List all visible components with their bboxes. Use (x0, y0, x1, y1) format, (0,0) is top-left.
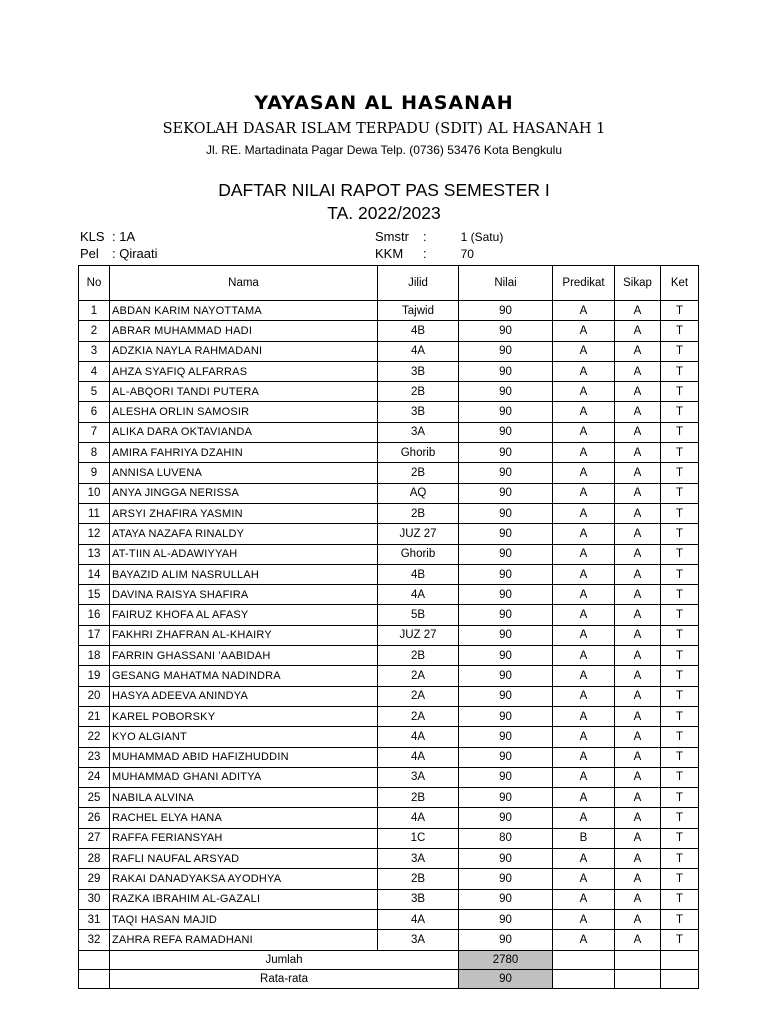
cell-no: 25 (79, 788, 110, 808)
cell-predikat: A (553, 909, 615, 929)
cell-predikat: A (553, 605, 615, 625)
cell-jilid: 2A (378, 686, 459, 706)
cell-jilid: 3A (378, 767, 459, 787)
cell-nama: RAKAI DANADYAKSA AYODHYA (110, 869, 378, 889)
cell-nilai: 90 (459, 503, 553, 523)
cell-nama: NABILA ALVINA (110, 788, 378, 808)
cell-predikat: A (553, 869, 615, 889)
table-row (79, 585, 699, 605)
cell-no: 9 (79, 463, 110, 483)
cell-predikat: A (553, 382, 615, 402)
kkm-colon: : (423, 246, 427, 261)
cell-jilid: 2A (378, 666, 459, 686)
cell-no: 10 (79, 483, 110, 503)
cell-predikat: A (553, 503, 615, 523)
average-blank-sikap (615, 969, 661, 988)
cell-nilai: 90 (459, 646, 553, 666)
cell-predikat: A (553, 706, 615, 726)
average-blank-ket (661, 969, 699, 988)
cell-nilai: 90 (459, 443, 553, 463)
table-row (79, 788, 699, 808)
cell-jilid: 2B (378, 869, 459, 889)
cell-no: 15 (79, 585, 110, 605)
cell-sikap: A (615, 341, 661, 361)
cell-ket: T (661, 301, 699, 321)
cell-jilid: 1C (378, 828, 459, 848)
cell-no: 4 (79, 361, 110, 381)
cell-nama: ANNISA LUVENA (110, 463, 378, 483)
cell-nilai: 90 (459, 382, 553, 402)
table-row (79, 889, 699, 909)
table-row (79, 808, 699, 828)
cell-nilai: 90 (459, 849, 553, 869)
cell-nama: KAREL POBORSKY (110, 706, 378, 726)
cell-predikat: A (553, 666, 615, 686)
cell-nilai: 90 (459, 706, 553, 726)
cell-jilid: 2B (378, 788, 459, 808)
cell-predikat: A (553, 321, 615, 341)
cell-no: 17 (79, 625, 110, 645)
table-row (79, 849, 699, 869)
cell-no: 6 (79, 402, 110, 422)
cell-predikat: A (553, 727, 615, 747)
cell-nama: RACHEL ELYA HANA (110, 808, 378, 828)
grade-rows (79, 301, 699, 951)
cell-predikat: A (553, 463, 615, 483)
cell-nama: ZAHRA REFA RAMADHANI (110, 930, 378, 950)
cell-nilai: 90 (459, 686, 553, 706)
table-row (79, 646, 699, 666)
cell-no: 22 (79, 727, 110, 747)
table-row (79, 301, 699, 321)
cell-jilid: Ghorib (378, 443, 459, 463)
table-row (79, 361, 699, 381)
cell-predikat: A (553, 788, 615, 808)
cell-ket: T (661, 788, 699, 808)
grades-table (78, 265, 699, 989)
cell-sikap: A (615, 463, 661, 483)
header-nilai: Nilai (459, 266, 553, 301)
table-row (79, 544, 699, 564)
cell-jilid: 4A (378, 808, 459, 828)
cell-jilid: 3B (378, 361, 459, 381)
cell-sikap: A (615, 646, 661, 666)
kkm-label: KKM (375, 246, 404, 261)
cell-no: 13 (79, 544, 110, 564)
cell-nilai: 90 (459, 301, 553, 321)
table-row (79, 930, 699, 950)
cell-sikap: A (615, 706, 661, 726)
cell-nama: FARRIN GHASSANI 'AABIDAH (110, 646, 378, 666)
school-address: Jl. RE. Martadinata Pagar Dewa Telp. (0736) 53476 Kota Bengkulu (206, 143, 562, 157)
header-sikap: Sikap (615, 266, 661, 301)
cell-ket: T (661, 706, 699, 726)
cell-sikap: A (615, 605, 661, 625)
cell-no: 32 (79, 930, 110, 950)
cell-sikap: A (615, 828, 661, 848)
cell-predikat: A (553, 422, 615, 442)
cell-jilid: 3A (378, 930, 459, 950)
cell-predikat: A (553, 849, 615, 869)
cell-nilai: 90 (459, 666, 553, 686)
cell-nama: ADZKIA NAYLA RAHMADANI (110, 341, 378, 361)
cell-nama: ATAYA NAZAFA RINALDY (110, 524, 378, 544)
cell-nilai: 90 (459, 341, 553, 361)
cell-no: 5 (79, 382, 110, 402)
table-row (79, 564, 699, 584)
cell-nilai: 80 (459, 828, 553, 848)
cell-no: 16 (79, 605, 110, 625)
academic-year: TA. 2022/2023 (327, 203, 441, 223)
cell-jilid: 2B (378, 382, 459, 402)
cell-sikap: A (615, 747, 661, 767)
table-header-row (79, 266, 699, 301)
cell-nama: TAQI HASAN MAJID (110, 909, 378, 929)
document-title: DAFTAR NILAI RAPOT PAS SEMESTER I (218, 180, 550, 200)
table-row (79, 402, 699, 422)
cell-ket: T (661, 402, 699, 422)
average-blank-predikat (553, 969, 615, 988)
cell-nilai: 90 (459, 727, 553, 747)
table-row (79, 747, 699, 767)
cell-predikat: A (553, 767, 615, 787)
cell-sikap: A (615, 382, 661, 402)
cell-sikap: A (615, 808, 661, 828)
cell-no: 18 (79, 646, 110, 666)
cell-predikat: A (553, 625, 615, 645)
cell-ket: T (661, 382, 699, 402)
cell-no: 2 (79, 321, 110, 341)
cell-jilid: 4A (378, 727, 459, 747)
cell-sikap: A (615, 727, 661, 747)
cell-no: 27 (79, 828, 110, 848)
cell-nilai: 90 (459, 585, 553, 605)
cell-nama: KYO ALGIANT (110, 727, 378, 747)
cell-ket: T (661, 828, 699, 848)
cell-predikat: B (553, 828, 615, 848)
cell-no: 24 (79, 767, 110, 787)
cell-nama: ABDAN KARIM NAYOTTAMA (110, 301, 378, 321)
semester-info (375, 229, 503, 244)
cell-jilid: 3A (378, 422, 459, 442)
kkm-info (375, 246, 474, 261)
cell-nilai: 90 (459, 625, 553, 645)
cell-ket: T (661, 808, 699, 828)
cell-nama: ALIKA DARA OKTAVIANDA (110, 422, 378, 442)
cell-no: 14 (79, 564, 110, 584)
table-row (79, 321, 699, 341)
cell-nilai: 90 (459, 808, 553, 828)
cell-ket: T (661, 463, 699, 483)
cell-nama: AHZA SYAFIQ ALFARRAS (110, 361, 378, 381)
cell-ket: T (661, 727, 699, 747)
cell-ket: T (661, 849, 699, 869)
cell-no: 30 (79, 889, 110, 909)
cell-sikap: A (615, 361, 661, 381)
cell-nilai: 90 (459, 564, 553, 584)
cell-jilid: 4A (378, 341, 459, 361)
cell-no: 19 (79, 666, 110, 686)
cell-ket: T (661, 625, 699, 645)
cell-sikap: A (615, 321, 661, 341)
cell-predikat: A (553, 341, 615, 361)
cell-predikat: A (553, 585, 615, 605)
cell-jilid: 4A (378, 909, 459, 929)
cell-nilai: 90 (459, 422, 553, 442)
cell-predikat: A (553, 524, 615, 544)
cell-predikat: A (553, 564, 615, 584)
cell-nama: BAYAZID ALIM NASRULLAH (110, 564, 378, 584)
cell-predikat: A (553, 808, 615, 828)
cell-sikap: A (615, 402, 661, 422)
total-blank (79, 950, 110, 969)
table-row (79, 422, 699, 442)
total-blank-sikap (615, 950, 661, 969)
cell-jilid: 4B (378, 564, 459, 584)
cell-predikat: A (553, 361, 615, 381)
table-row (79, 869, 699, 889)
cell-sikap: A (615, 544, 661, 564)
cell-predikat: A (553, 747, 615, 767)
cell-predikat: A (553, 402, 615, 422)
cell-nama: MUHAMMAD ABID HAFIZHUDDIN (110, 747, 378, 767)
class-info (80, 229, 135, 244)
table-row (79, 483, 699, 503)
semester-colon: : (423, 229, 427, 244)
header-jilid: Jilid (378, 266, 459, 301)
cell-sikap: A (615, 483, 661, 503)
total-row (79, 950, 699, 969)
cell-ket: T (661, 503, 699, 523)
cell-predikat: A (553, 930, 615, 950)
cell-ket: T (661, 564, 699, 584)
cell-ket: T (661, 909, 699, 929)
cell-ket: T (661, 605, 699, 625)
cell-no: 12 (79, 524, 110, 544)
cell-jilid: 2A (378, 706, 459, 726)
cell-nama: ALESHA ORLIN SAMOSIR (110, 402, 378, 422)
cell-sikap: A (615, 788, 661, 808)
cell-ket: T (661, 889, 699, 909)
cell-nilai: 90 (459, 605, 553, 625)
cell-nilai: 90 (459, 402, 553, 422)
cell-predikat: A (553, 443, 615, 463)
cell-predikat: A (553, 646, 615, 666)
class-label: KLS (80, 229, 105, 244)
cell-predikat: A (553, 483, 615, 503)
cell-ket: T (661, 869, 699, 889)
cell-ket: T (661, 361, 699, 381)
cell-ket: T (661, 747, 699, 767)
cell-nilai: 90 (459, 483, 553, 503)
table-row (79, 666, 699, 686)
cell-nama: ANYA JINGGA NERISSA (110, 483, 378, 503)
cell-sikap: A (615, 564, 661, 584)
cell-no: 26 (79, 808, 110, 828)
cell-jilid: 2B (378, 503, 459, 523)
cell-no: 28 (79, 849, 110, 869)
cell-ket: T (661, 341, 699, 361)
cell-ket: T (661, 483, 699, 503)
cell-jilid: JUZ 27 (378, 524, 459, 544)
table-row (79, 605, 699, 625)
table-row (79, 727, 699, 747)
table-row (79, 828, 699, 848)
cell-nama: MUHAMMAD GHANI ADITYA (110, 767, 378, 787)
table-row (79, 341, 699, 361)
table-row (79, 524, 699, 544)
header-no: No (79, 266, 110, 301)
cell-nama: FAIRUZ KHOFA AL AFASY (110, 605, 378, 625)
table-row (79, 625, 699, 645)
total-blank-ket (661, 950, 699, 969)
cell-sikap: A (615, 930, 661, 950)
cell-predikat: A (553, 889, 615, 909)
subject-label: Pel (80, 246, 99, 261)
cell-sikap: A (615, 686, 661, 706)
cell-predikat: A (553, 686, 615, 706)
cell-jilid: 4B (378, 321, 459, 341)
average-row (79, 969, 699, 988)
cell-nilai: 90 (459, 747, 553, 767)
cell-jilid: 2B (378, 463, 459, 483)
cell-sikap: A (615, 585, 661, 605)
cell-jilid: 3A (378, 849, 459, 869)
cell-sikap: A (615, 301, 661, 321)
semester-label: Smstr (375, 229, 409, 244)
cell-nilai: 90 (459, 463, 553, 483)
cell-nama: HASYA ADEEVA ANINDYA (110, 686, 378, 706)
cell-sikap: A (615, 666, 661, 686)
average-blank (79, 969, 110, 988)
school-name: SEKOLAH DASAR ISLAM TERPADU (SDIT) AL HASANAH 1 (162, 121, 606, 137)
cell-ket: T (661, 646, 699, 666)
cell-nama: ABRAR MUHAMMAD HADI (110, 321, 378, 341)
cell-ket: T (661, 524, 699, 544)
cell-nama: RAZKA IBRAHIM AL-GAZALI (110, 889, 378, 909)
cell-jilid: 3B (378, 402, 459, 422)
cell-nama: AL-ABQORI TANDI PUTERA (110, 382, 378, 402)
cell-no: 20 (79, 686, 110, 706)
table-row (79, 686, 699, 706)
cell-ket: T (661, 321, 699, 341)
table-row (79, 909, 699, 929)
cell-nama: RAFLI NAUFAL ARSYAD (110, 849, 378, 869)
cell-nilai: 90 (459, 361, 553, 381)
cell-ket: T (661, 544, 699, 564)
table-row (79, 382, 699, 402)
cell-no: 1 (79, 301, 110, 321)
table-row (79, 503, 699, 523)
semester-value: 1 (Satu) (460, 230, 504, 244)
cell-sikap: A (615, 524, 661, 544)
cell-no: 8 (79, 443, 110, 463)
cell-nilai: 90 (459, 889, 553, 909)
average-label: Rata-rata (110, 969, 459, 988)
cell-nama: RAFFA FERIANSYAH (110, 828, 378, 848)
cell-sikap: A (615, 849, 661, 869)
cell-no: 31 (79, 909, 110, 929)
cell-nilai: 90 (459, 321, 553, 341)
kkm-value: 70 (460, 247, 474, 261)
cell-no: 23 (79, 747, 110, 767)
cell-nama: AT-TIIN AL-ADAWIYYAH (110, 544, 378, 564)
cell-ket: T (661, 585, 699, 605)
cell-ket: T (661, 666, 699, 686)
cell-no: 3 (79, 341, 110, 361)
cell-nilai: 90 (459, 930, 553, 950)
cell-ket: T (661, 443, 699, 463)
cell-jilid: AQ (378, 483, 459, 503)
cell-nama: ARSYI ZHAFIRA YASMIN (110, 503, 378, 523)
cell-sikap: A (615, 443, 661, 463)
cell-jilid: JUZ 27 (378, 625, 459, 645)
table-row (79, 767, 699, 787)
cell-jilid: Ghorib (378, 544, 459, 564)
cell-nilai: 90 (459, 909, 553, 929)
table-row (79, 443, 699, 463)
subject-value: : Qiraati (112, 246, 158, 261)
cell-nama: GESANG MAHATMA NADINDRA (110, 666, 378, 686)
cell-ket: T (661, 767, 699, 787)
cell-ket: T (661, 930, 699, 950)
total-blank-predikat (553, 950, 615, 969)
cell-no: 11 (79, 503, 110, 523)
header-nama: Nama (110, 266, 378, 301)
cell-jilid: 5B (378, 605, 459, 625)
cell-no: 29 (79, 869, 110, 889)
cell-nilai: 90 (459, 524, 553, 544)
total-value: 2780 (459, 950, 553, 969)
cell-sikap: A (615, 625, 661, 645)
header-predikat: Predikat (553, 266, 615, 301)
cell-nilai: 90 (459, 869, 553, 889)
cell-no: 7 (79, 422, 110, 442)
cell-nilai: 90 (459, 544, 553, 564)
cell-nama: AMIRA FAHRIYA DZAHIN (110, 443, 378, 463)
organization-name: YAYASAN AL HASANAH (254, 92, 514, 114)
cell-jilid: 2B (378, 646, 459, 666)
table-row (79, 706, 699, 726)
cell-predikat: A (553, 544, 615, 564)
cell-nama: FAKHRI ZHAFRAN AL-KHAIRY (110, 625, 378, 645)
cell-sikap: A (615, 503, 661, 523)
cell-jilid: 4A (378, 747, 459, 767)
average-value: 90 (459, 969, 553, 988)
cell-ket: T (661, 422, 699, 442)
cell-sikap: A (615, 869, 661, 889)
cell-nilai: 90 (459, 788, 553, 808)
cell-sikap: A (615, 889, 661, 909)
cell-jilid: 3B (378, 889, 459, 909)
cell-sikap: A (615, 422, 661, 442)
cell-sikap: A (615, 909, 661, 929)
total-label: Jumlah (110, 950, 459, 969)
cell-nama: DAVINA RAISYA SHAFIRA (110, 585, 378, 605)
cell-ket: T (661, 686, 699, 706)
class-value: : 1A (112, 229, 136, 244)
header-ket: Ket (661, 266, 699, 301)
cell-sikap: A (615, 767, 661, 787)
subject-info (80, 246, 158, 261)
cell-predikat: A (553, 301, 615, 321)
cell-nilai: 90 (459, 767, 553, 787)
cell-jilid: 4A (378, 585, 459, 605)
cell-jilid: Tajwid (378, 301, 459, 321)
cell-no: 21 (79, 706, 110, 726)
table-row (79, 463, 699, 483)
